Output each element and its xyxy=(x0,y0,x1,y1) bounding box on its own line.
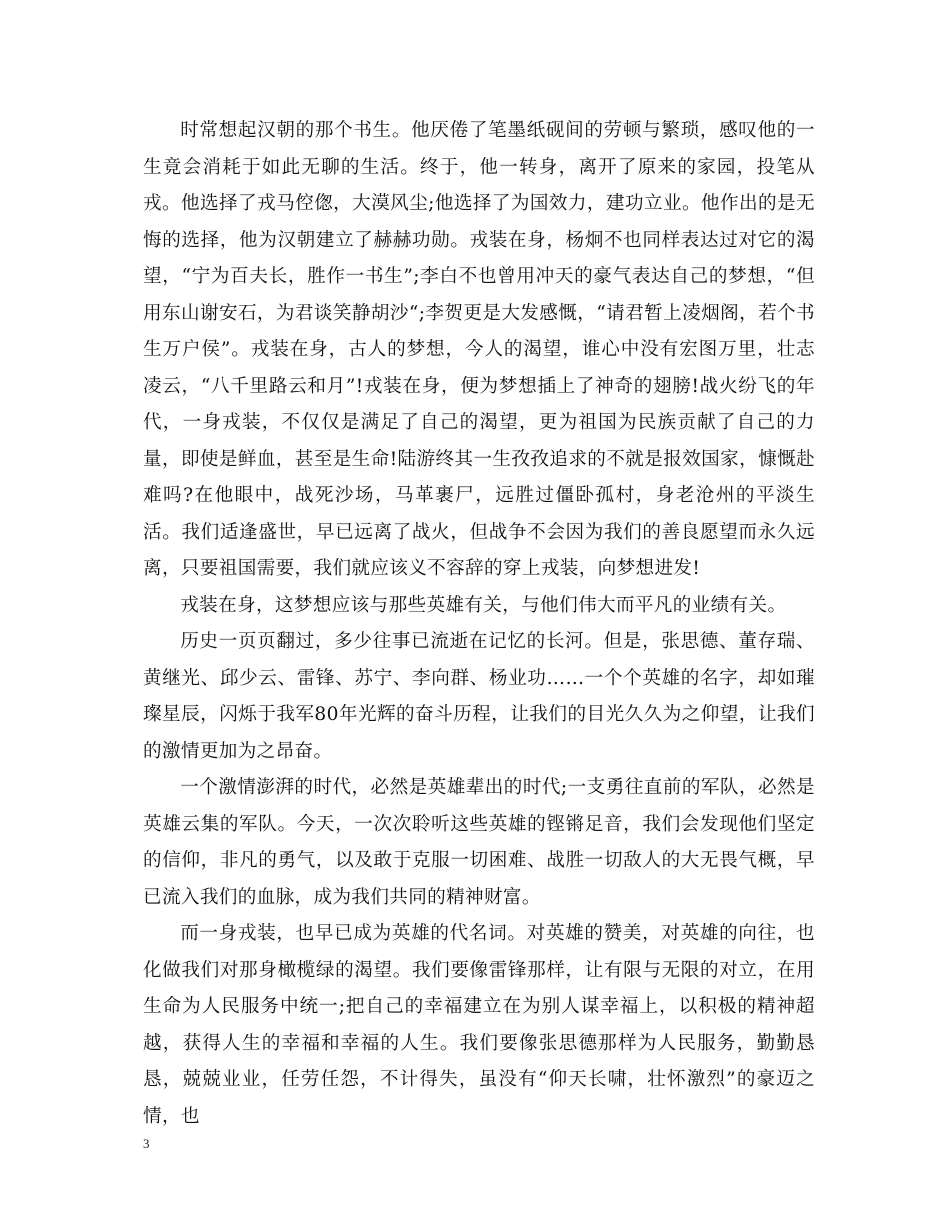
paragraph: 时常想起汉朝的那个书生。他厌倦了笔墨纸砚间的劳顿与繁琐，感叹他的一生竟会消耗于如此无聊的生活。终于，他一转身，离开了原来的家园，投笔从戎。他选择了戎马倥偬，大漠风尘;他选择了为国效力，建功立业。他作出的是无悔的选择，他为汉朝建立了赫赫功勋。戎装在身，杨炯不也同样表达过对它的渴望，“宁为百夫长，胜作一书生”;李白不也曾用冲天的豪气表达自己的梦想，“但用东山谢安石，为君谈笑静胡沙“;李贺更是大发感慨，“请君暂上凌烟阁，若个书生万户侯”。戎装在身，古人的梦想，今人的渴望，谁心中没有宏图万里，壮志凌云，“八千里路云和月”!戎装在身，便为梦想插上了神奇的翅膀!战火纷飞的年代，一身戎装，不仅仅是满足了自己的渴望，更为祖国为民族贡献了自己的力量，即使是鲜血，甚至是生命!陆游终其一生孜孜追求的不就是报效国家，慷慨赴难吗?在他眼中，战死沙场，马革裹尸，远胜过僵卧孤村，身老沧州的平淡生活。我们适逢盛世，早已远离了战火，但战争不会因为我们的善良愿望而永久远离，只要祖国需要，我们就应该义不容辞的穿上戎装，向梦想进发! xyxy=(143,120,815,579)
paragraph: 历史一页页翻过，多少往事已流逝在记忆的长河。但是，张思德、董存瑞、黄继光、邱少云、雷锋、苏宁、李向群、杨业功……一个个英雄的名字，却如璀璨星辰，闪烁于我军80年光辉的奋斗历程，让我们的目光久久为之仰望，让我们的激情更加为之昂奋。 xyxy=(143,631,815,762)
page-number: 3 xyxy=(143,1136,150,1151)
paragraph: 一个激情澎湃的时代，必然是英雄辈出的时代;一支勇往直前的军队，必然是英雄云集的军队。今天，一次次聆听这些英雄的铿锵足音，我们会发现他们坚定的信仰，非凡的勇气，以及敢于克服一切困难、战胜一切敌人的大无畏气概，早已流入我们的血脉，成为我们共同的精神财富。 xyxy=(143,777,815,908)
paragraph: 戎装在身，这梦想应该与那些英雄有关，与他们伟大而平凡的业绩有关。 xyxy=(180,594,787,616)
paragraph: 而一身戎装，也早已成为英雄的代名词。对英雄的赞美，对英雄的向往，也化做我们对那身橄榄绿的渴望。我们要像雷锋那样，让有限与无限的对立，在用生命为人民服务中统一;把自己的幸福建立在为别人谋幸福上，以积极的精神超越，获得人生的幸福和幸福的人生。我们要像张思德那样为人民服务，勤勤恳恳，兢兢业业，任劳任怨，不计得失，虽没有“仰天长啸，壮怀激烈”的豪迈之情，也 xyxy=(143,923,815,1127)
document-body xyxy=(143,113,815,1135)
